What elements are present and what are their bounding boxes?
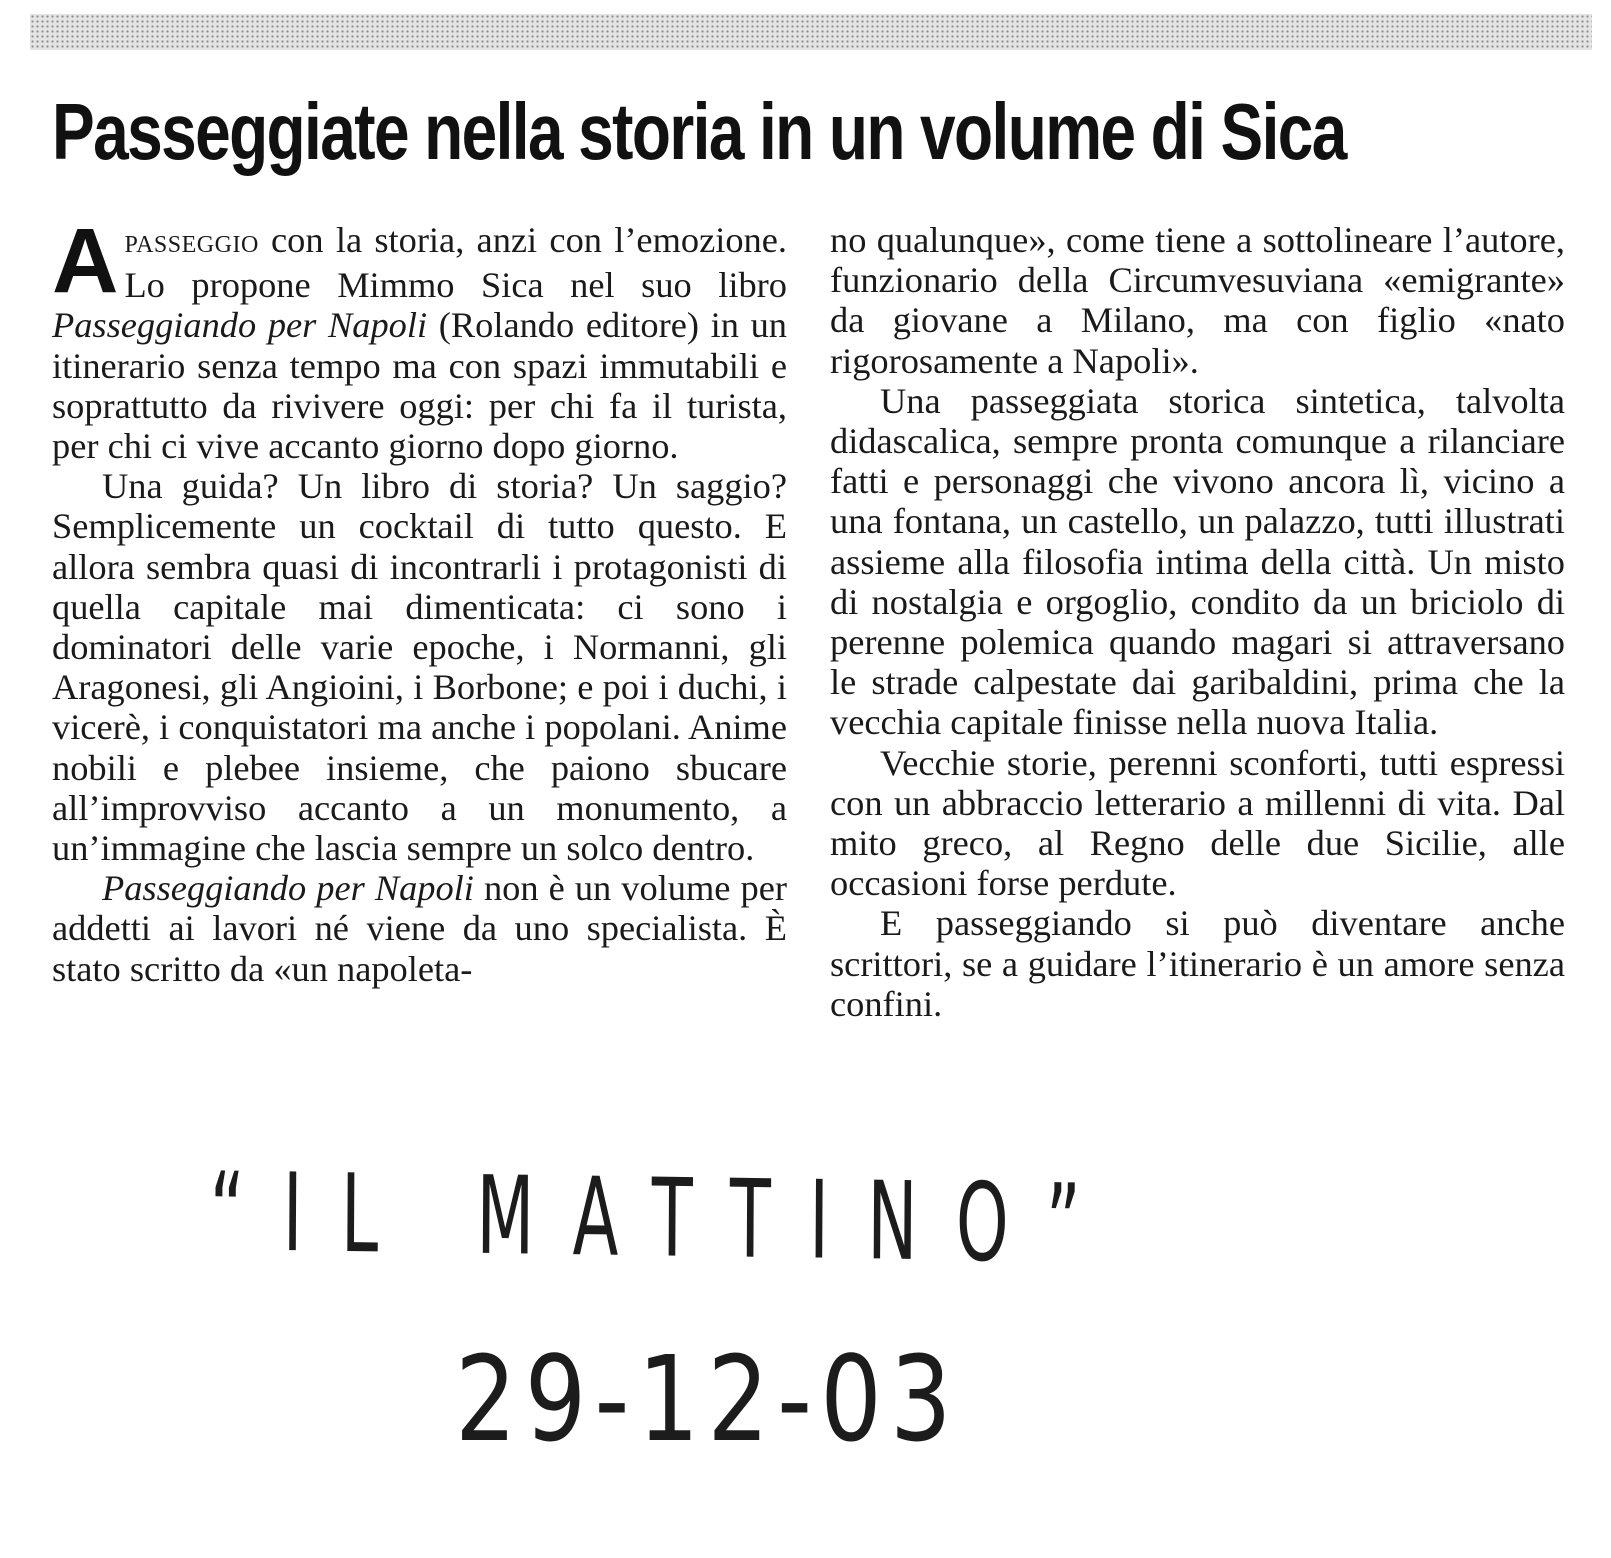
paragraph-1-end: (Rolando editore) in un itinerario senza tempo ma con spazi immutabili e soprattutto da rivivere oggi: per chi fa il turista, per chi ci vive accanto giorno dopo giorno. [52, 305, 787, 467]
article-paragraph-4: Una passeggiata storica sintetica, talvolta didascalica, sempre pronta comunque a rilanciare fatti e personaggi che vivono ancora lì, vicino a una fontana, un castello, un palazzo, tutti illustrati assieme alla filosofia intima della città. Un misto di nostalgia e orgoglio, condito da un briciolo di perenne polemica quando magari si attraversano le strade calpestate dai garibaldini, prima che la vecchia capitale finisse nella nuova Italia. [830, 380, 1565, 743]
lead-word: PASSEGGIO [124, 232, 259, 258]
handwritten-date: 29-12-03 [455, 1330, 960, 1468]
book-title-repeat: Passeggiando per Napoli [102, 868, 474, 909]
drop-cap: A [52, 210, 119, 312]
book-title: Passeggiando per Napoli [52, 305, 428, 346]
article-paragraph-6: E passeggiando si può diventare anche scrittori, se a guidare l’itinerario è un amore senza confini. [830, 903, 1565, 1024]
article-paragraph-3 [52, 868, 787, 989]
article-paragraph-3-continued: no qualunque», come tiene a sottolineare l’autore, funzionario della Circumvesuviana «emigrante» da giovane a Milano, ma con figlio «nato rigorosamente a Napoli». [830, 220, 1565, 381]
article-paragraph-2: Una guida? Un libro di storia? Un saggio? Semplicemente un cocktail di tutto questo. E allora sembra quasi di incontrarli i protagonisti di quella capitale mai dimenticata: ci sono i dominatori delle varie epoche, i Normanni, gli Aragonesi, gli Angioini, i Borbone; e poi i duchi, i vicerè, i conquistatori ma anche i popolani. Anime nobili e plebee insieme, che paiono sbucare all’improvviso accanto a un monumento, a un’immagine che lascia sempre un solco dentro. [52, 466, 787, 869]
article-paragraph-5: Vecchie storie, perenni sconforti, tutti espressi con un abbraccio letterario a millenni di vita. Dal mito greco, al Regno delle due Sicilie, alle occasioni forse perdute. [830, 742, 1565, 904]
article-paragraph-1 [52, 210, 787, 467]
paragraph-1-text: con la storia, anzi con l’emozione. Lo propone Mimmo Sica nel suo libro [124, 220, 787, 306]
article-column-left [52, 210, 787, 989]
paragraph-3-text: non è un volume per addetti ai lavori né viene da uno specialista. È stato scritto da «un napoleta- [52, 868, 787, 989]
halftone-header-band [30, 14, 1592, 50]
article-column-right [830, 220, 1565, 1024]
handwritten-newspaper-name: “IL MATTINO” [209, 1150, 1120, 1288]
headline: Passeggiate nella storia in un volume di Sica [52, 87, 1346, 176]
